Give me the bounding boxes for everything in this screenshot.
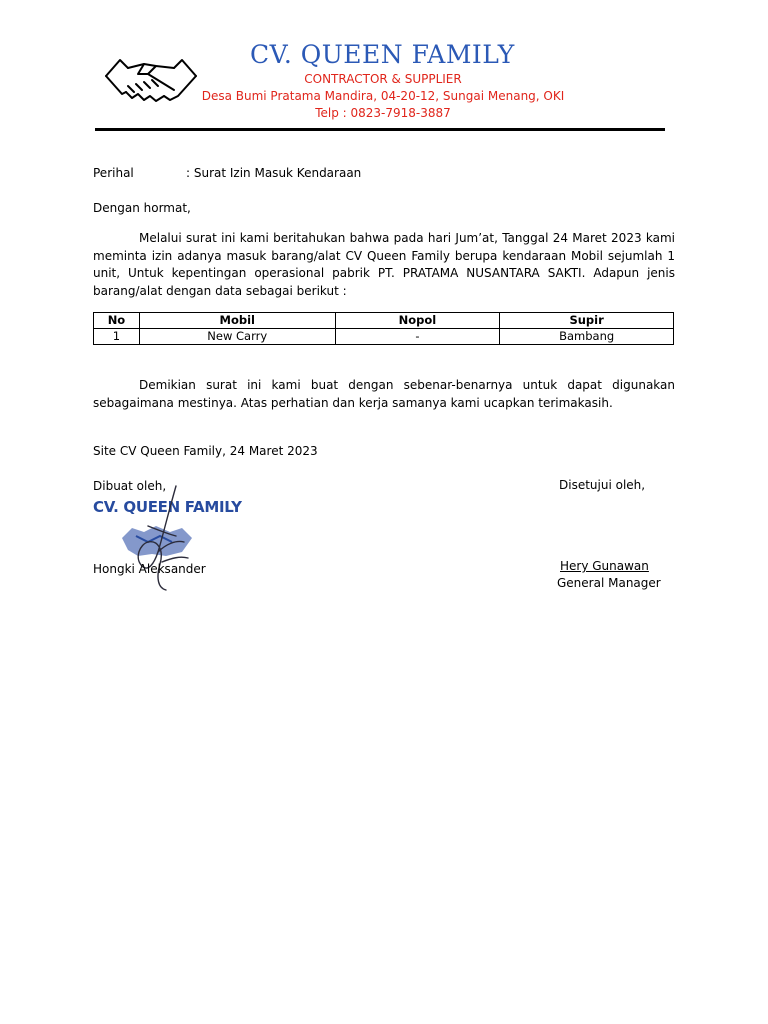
company-subtitle: CONTRACTOR & SUPPLIER [304,72,462,86]
approved-by-label: Disetujui oleh, [559,478,646,492]
subject-value: : Surat Izin Masuk Kendaraan [186,166,362,180]
column-header-mobil: Mobil [139,313,335,329]
column-header-nopol: Nopol [335,313,500,329]
body-paragraph-2 [93,377,675,412]
made-by-label: Dibuat oleh, [93,479,167,493]
table-cell-mobil: New Carry [139,329,335,345]
handshake-icon [104,56,198,104]
place-date: Site CV Queen Family, 24 Maret 2023 [93,444,318,458]
stamp-text: CV. QUEEN FAMILY [93,498,242,516]
company-name: CV. QUEEN FAMILY [250,40,515,69]
approver-name: Hery Gunawan [560,559,649,573]
body-paragraph-1 [93,230,675,300]
sender-name: Hongki Aleksander [93,562,206,576]
table-row [94,329,674,345]
table-cell-supir: Bambang [500,329,674,345]
column-header-no: No [94,313,140,329]
table-cell-no: 1 [94,329,140,345]
table-cell-nopol: - [335,329,500,345]
table-header-row [94,313,674,329]
subject-label: Perihal [93,166,134,180]
column-header-supir: Supir [500,313,674,329]
header-divider [95,128,665,131]
greeting: Dengan hormat, [93,201,191,215]
vehicle-table [93,312,674,345]
body-paragraph-1-text: Melalui surat ini kami beritahukan bahwa pada hari Jum’at, Tanggal 24 Maret 2023 kami meminta izin adanya masuk barang/alat CV Queen Family berupa kendaraan Mobil sejumlah 1 unit, Untuk kepentingan operasional pabrik PT. PRATAMA NUSANTARA SAKTI. Adapun jenis barang/alat dengan data sebagai berikut : [93,231,675,298]
body-paragraph-2-text: Demikian surat ini kami buat dengan sebenar-benarnya untuk dapat digunakan sebagaimana mestinya. Atas perhatian dan kerja samanya kami ucapkan terimakasih. [93,378,675,410]
approver-title: General Manager [557,576,661,590]
company-phone: Telp : 0823-7918-3887 [315,106,451,120]
company-address: Desa Bumi Pratama Mandira, 04-20-12, Sungai Menang, OKI [201,89,565,103]
